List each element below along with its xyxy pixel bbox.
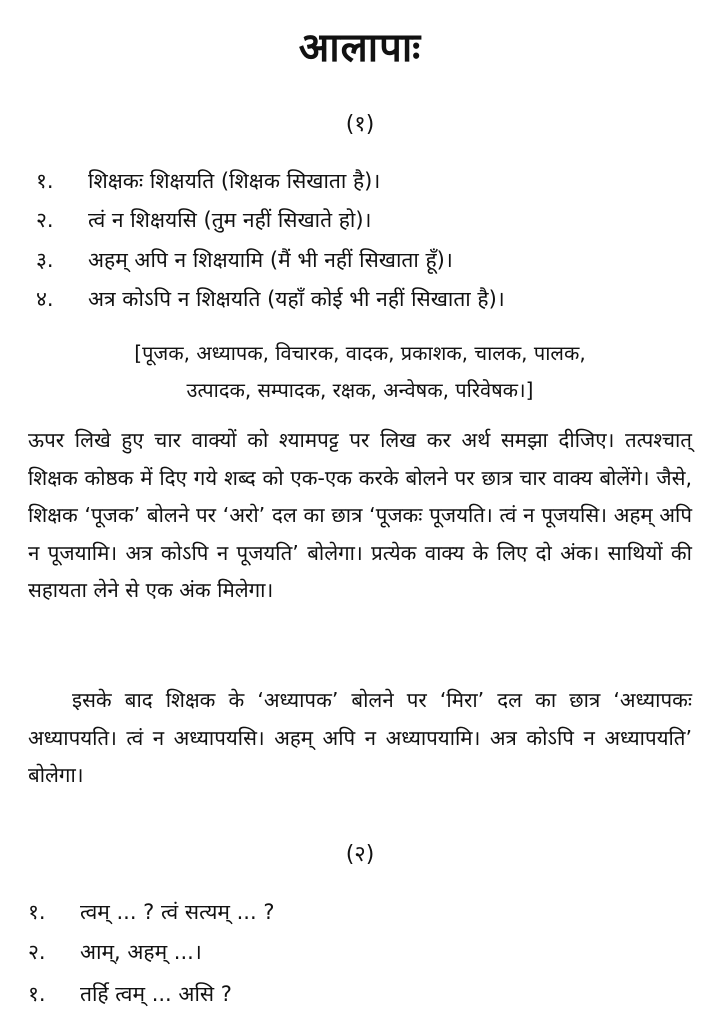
item-text: शिक्षकः शिक्षयति (शिक्षक सिखाता है)। xyxy=(88,169,381,193)
page-title: आलापाः xyxy=(298,25,422,71)
list-item xyxy=(28,938,202,966)
item-number: १. xyxy=(28,982,46,1006)
item-text: अहम् अपि न शिक्षयामि (मैं भी नहीं सिखाता हूँ)। xyxy=(88,248,453,272)
list-item xyxy=(36,246,453,274)
item-text: अत्र कोऽपि न शिक्षयति (यहाँ कोई भी नहीं सिखाता है)। xyxy=(88,287,505,311)
section-1-number: (१) xyxy=(345,112,375,137)
item-number: २. xyxy=(36,208,54,232)
instruction-paragraph-2 xyxy=(28,682,692,795)
item-number: २. xyxy=(28,940,46,964)
list-item xyxy=(28,898,274,926)
item-number: ३. xyxy=(36,248,54,272)
list-item xyxy=(36,206,371,234)
item-number: १. xyxy=(28,900,46,924)
item-text: त्वम् ... ? त्वं सत्यम् ... ? xyxy=(80,900,275,924)
paragraph-2-text: इसके बाद शिक्षक के ‘अध्यापक’ बोलने पर ‘मिरा’ दल का छात्र ‘अध्यापकः अध्यापयति। त्वं न अध्यापयसि। अहम् अपि न अध्यापयामि। अत्र कोऽपि न अध्यापयति’ बोलेगा। xyxy=(28,688,692,787)
instruction-paragraph-1: ऊपर लिखे हुए चार वाक्यों को श्यामपट्ट पर लिख कर अर्थ समझा दीजिए। तत्पश्चात् शिक्षक कोष्ठक में दिए गये शब्द को एक-एक करके बोलने पर छात्र चार वाक्य बोलेंगे। जैसे, शिक्षक ‘पूजक’ बोलने पर ‘अरो’ दल का छात्र ‘पूजकः पूजयति। त्वं न पूजयसि। अहम् अपि न पूजयामि। अत्र कोऽपि न पूजयति’ बोलेगा। प्रत्येक वाक्य के लिए दो अंक। साथियों की सहायता लेने से एक अंक मिलेगा। xyxy=(28,428,692,602)
item-text: तर्हि त्वम् ... असि ? xyxy=(80,982,232,1006)
section-2-number: (२) xyxy=(345,842,375,867)
list-item xyxy=(36,285,505,313)
item-number: १. xyxy=(36,169,54,193)
list-item xyxy=(28,980,232,1008)
item-text: त्वं न शिक्षयसि (तुम नहीं सिखाते हो)। xyxy=(88,208,372,232)
word-list-line-1: [पूजक, अध्यापक, विचारक, वादक, प्रकाशक, चालक, पालक, xyxy=(134,341,586,365)
list-item xyxy=(36,167,380,195)
word-list-line-2: उत्पादक, सम्पादक, रक्षक, अन्वेषक, परिवेषक।] xyxy=(186,378,534,402)
item-text: आम्, अहम् ...। xyxy=(80,940,202,964)
item-number: ४. xyxy=(36,287,54,311)
